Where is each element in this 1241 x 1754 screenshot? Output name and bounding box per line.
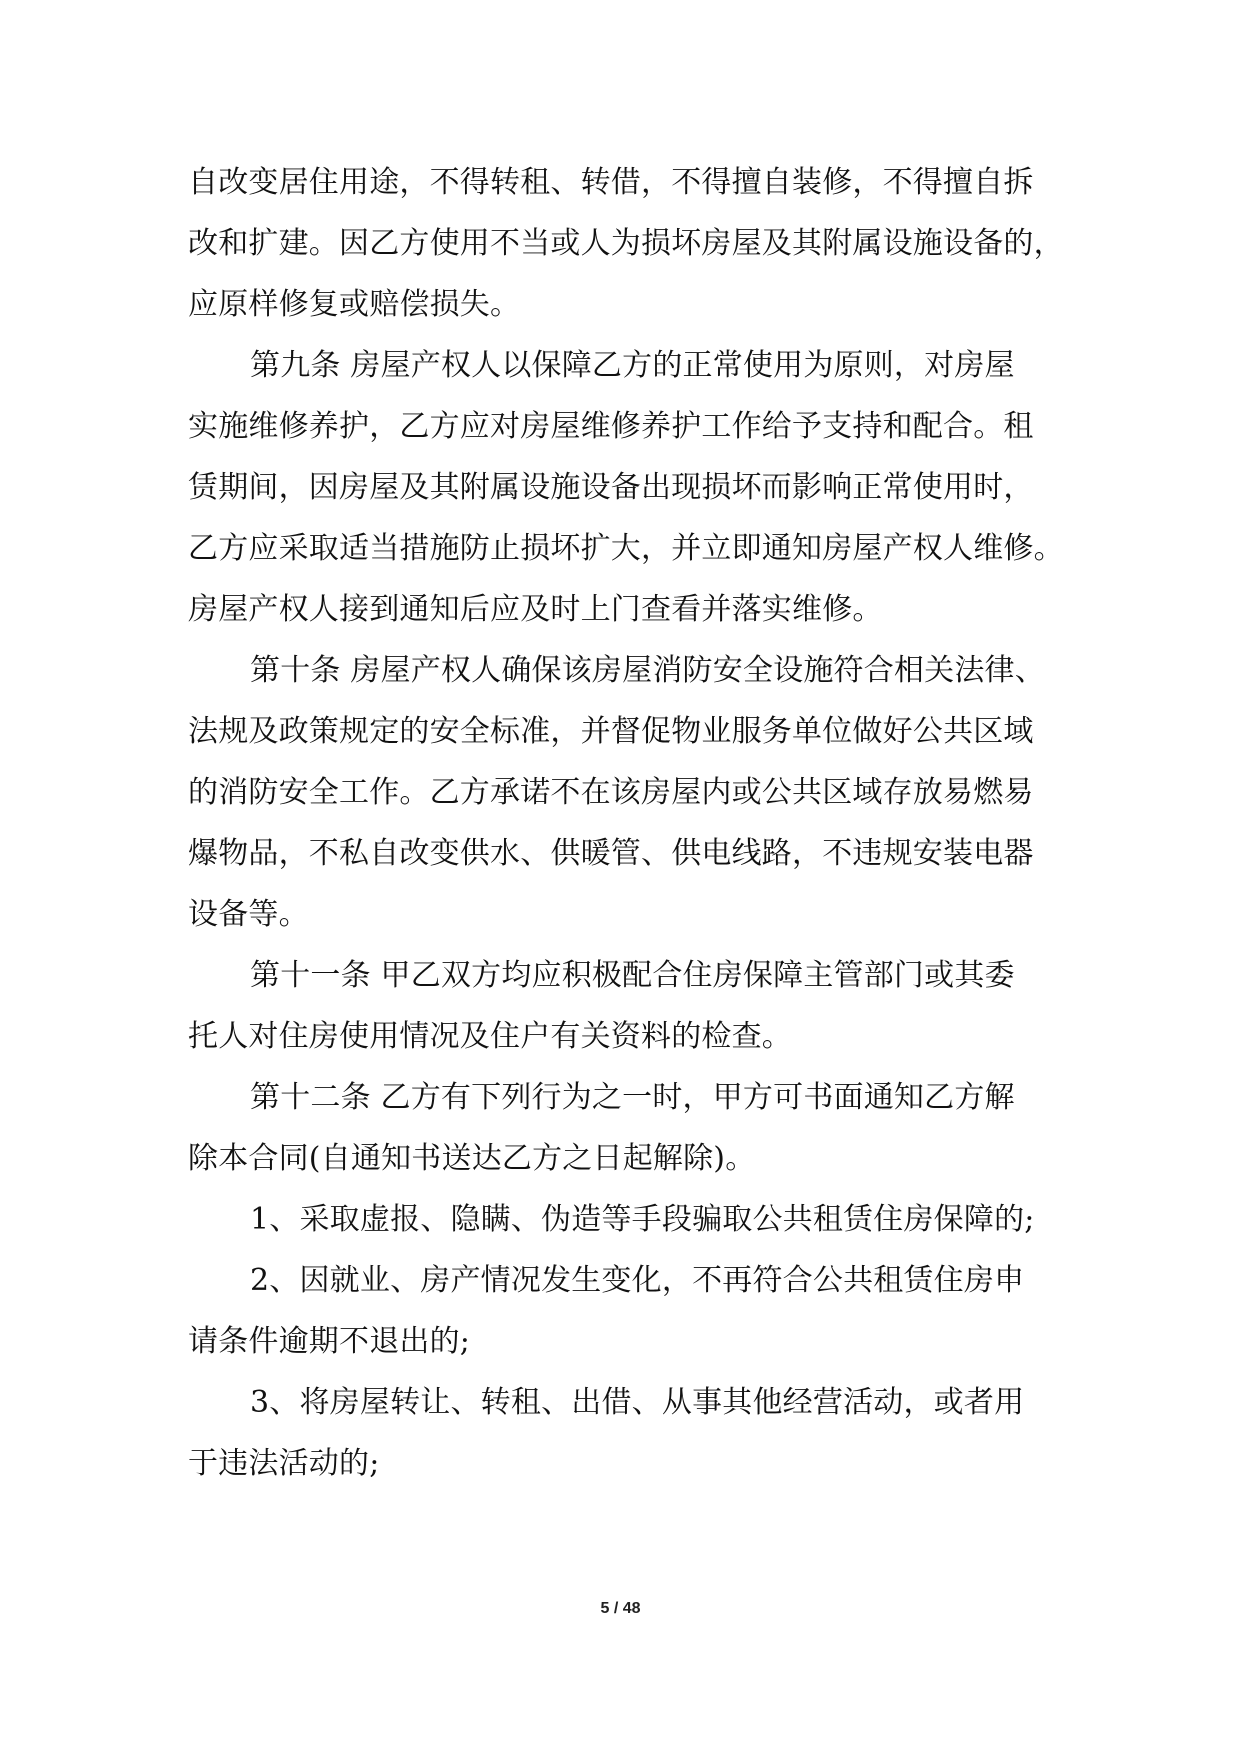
- text-line: 自改变居住用途，不得转租、转借，不得擅自装修，不得擅自拆: [188, 165, 1034, 200]
- document-body: [188, 152, 1068, 1494]
- article-10-start: 第十条 房屋产权人确保该房屋消防安全设施符合相关法律、: [250, 653, 1045, 688]
- text-line: 设备等。: [188, 897, 309, 932]
- text-line: 应原样修复或赔偿损失。: [188, 287, 521, 322]
- text-line: 爆物品，不私自改变供水、供暖管、供电线路，不违规安装电器: [188, 836, 1034, 871]
- page-number: 5 / 48: [600, 1600, 641, 1617]
- text-line: 改和扩建。因乙方使用不当或人为损坏房屋及其附属设施设备的，: [188, 226, 1064, 261]
- list-item-2: 2、因就业、房产情况发生变化，不再符合公共租赁住房申: [250, 1263, 1025, 1298]
- text-line: 赁期间，因房屋及其附属设施设备出现损坏而影响正常使用时，: [188, 470, 1034, 505]
- article-12-start: 第十二条 乙方有下列行为之一时，甲方可书面通知乙方解: [250, 1080, 1015, 1115]
- text-line: 乙方应采取适当措施防止损坏扩大，并立即通知房屋产权人维修。: [188, 531, 1064, 566]
- text-line: 除本合同(自通知书送达乙方之日起解除)。: [188, 1141, 756, 1176]
- article-11-start: 第十一条 甲乙双方均应积极配合住房保障主管部门或其委: [250, 958, 1015, 993]
- text-line: 实施维修养护，乙方应对房屋维修养护工作给予支持和配合。租: [188, 409, 1034, 444]
- text-line: 法规及政策规定的安全标准，并督促物业服务单位做好公共区域: [188, 714, 1034, 749]
- text-line: 托人对住房使用情况及住户有关资料的检查。: [188, 1019, 792, 1054]
- list-item-1: 1、采取虚报、隐瞒、伪造等手段骗取公共租赁住房保障的;: [250, 1202, 1035, 1237]
- text-line: 请条件逾期不退出的;: [188, 1324, 471, 1359]
- text-line: 于违法活动的;: [188, 1446, 380, 1481]
- article-9-start: 第九条 房屋产权人以保障乙方的正常使用为原则，对房屋: [250, 348, 1015, 383]
- list-item-3: 3、将房屋转让、转租、出借、从事其他经营活动，或者用: [250, 1385, 1025, 1420]
- text-line: 的消防安全工作。乙方承诺不在该房屋内或公共区域存放易燃易: [188, 775, 1034, 810]
- text-line: 房屋产权人接到通知后应及时上门查看并落实维修。: [188, 592, 883, 627]
